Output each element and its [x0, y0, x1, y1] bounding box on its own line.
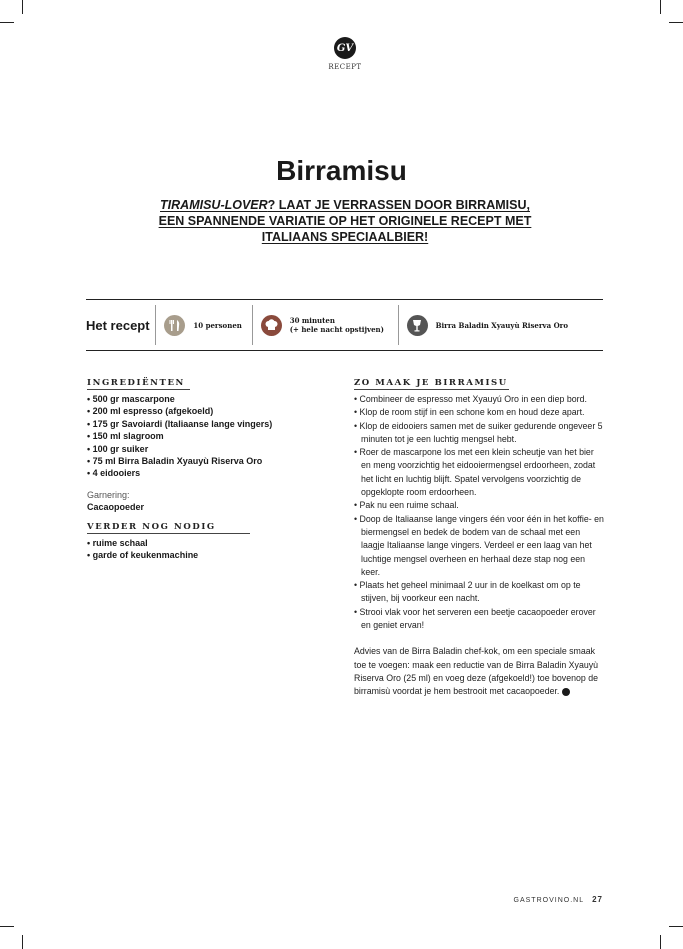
subtitle-line2: EEN SPANNENDE VARIATIE OP HET ORIGINELE RECEPT MET — [158, 214, 532, 228]
list-item: • garde of keukenmachine — [87, 549, 317, 561]
page-number: 27 — [592, 895, 603, 904]
extra-list — [87, 537, 317, 562]
persons-cell — [155, 305, 251, 345]
list-item: • Strooi vlak voor het serveren een beetje cacaopoeder erover en geniet ervan! — [354, 606, 604, 633]
crop-mark — [0, 22, 14, 23]
list-item: • Plaats het geheel minimaal 2 uur in de koelkast om op te stijven, bij voorkeur een nacht. — [354, 579, 604, 606]
glass-icon — [407, 315, 428, 336]
time-cell — [252, 305, 398, 345]
beer-cell — [398, 305, 603, 345]
garnish-label: Garnering: — [87, 489, 130, 500]
list-item: • 75 ml Birra Baladin Xyauyù Riserva Oro — [87, 455, 317, 467]
crop-mark — [22, 0, 23, 14]
crop-mark — [0, 926, 14, 927]
list-item: • 200 ml espresso (afgekoeld) — [87, 405, 317, 417]
ingredients-column — [87, 378, 317, 562]
subtitle-line3: ITALIAANS SPECIAALBIER! — [261, 230, 429, 244]
crop-mark — [669, 926, 683, 927]
crop-mark — [660, 935, 661, 949]
chef-advice-text: Advies van de Birra Baladin chef-kok, om een speciale smaak toe te voegen: maak een reductie van de Birra Baladin Xyauyù Riserva Oro (25 ml) en voeg deze (afgekoeld!) toe bovenop de birramisù voordat je hem bestrooit met cacaopoeder. — [354, 646, 599, 697]
end-mark-icon — [562, 688, 570, 696]
list-item: • Combineer de espresso met Xyauyú Oro in een diep bord. — [354, 393, 604, 406]
beer-text: Birra Baladin Xyauyù Riserva Oro — [435, 320, 569, 330]
list-item: • ruime schaal — [87, 537, 317, 549]
gastrovino-logo: GV — [334, 37, 356, 59]
time-text — [290, 316, 384, 334]
chef-advice — [354, 645, 604, 698]
time-line2: (+ hele nacht opstijven) — [289, 325, 384, 334]
list-item: • Doop de Italiaanse lange vingers één voor één in het koffie- en biermengsel en bedek de bodem van de schaal met een laagje Italiaanse lange vingers. Verdeel er een laag van het luchtige mengsel overheen en herhaal deze stap nog een keer. — [354, 513, 604, 579]
ingredients-list — [87, 393, 317, 480]
page-footer — [514, 895, 603, 904]
method-column — [354, 378, 604, 699]
list-item: • Pak nu een ruime schaal. — [354, 499, 604, 512]
footer-site: GASTROVINO.NL — [513, 897, 585, 904]
crop-mark — [22, 935, 23, 949]
list-item: • Klop de eidooiers samen met de suiker gedurende ongeveer 5 minuten tot je een luchtig mengsel hebt. — [354, 420, 604, 447]
list-item: • Roer de mascarpone los met een klein scheutje van het bier en meng voorzichtig het eidooiermengsel erdoorheen, zodat het licht en luchtig blijft. Spatel vervolgens voorzichtig de opgeklopte room erdoorheen. — [354, 446, 604, 499]
subtitle-emphasis: TIRAMISU-LOVER — [160, 198, 268, 212]
list-item: • 500 gr mascarpone — [87, 393, 317, 405]
chef-hat-icon — [261, 315, 282, 336]
crop-mark — [669, 22, 683, 23]
ingredients-heading: INGREDIËNTEN — [87, 378, 190, 390]
list-item: • Klop de room stijf in een schone kom en houd deze apart. — [354, 406, 604, 419]
subtitle-line1: ? LAAT JE VERRASSEN DOOR BIRRAMISU, — [267, 198, 530, 212]
subtitle — [140, 197, 550, 245]
section-label: RECEPT — [328, 63, 362, 71]
list-item: • 100 gr suiker — [87, 443, 317, 455]
method-steps — [354, 393, 604, 632]
list-item: • 175 gr Savoiardi (Italiaanse lange vingers) — [87, 418, 317, 430]
recipe-bar — [86, 299, 603, 351]
extra-heading: VERDER NOG NODIG — [87, 522, 250, 534]
persons-text: 10 personen — [193, 320, 242, 330]
list-item: • 4 eidooiers — [87, 467, 317, 479]
list-item: • 150 ml slagroom — [87, 430, 317, 442]
page-title: Birramisu — [276, 155, 407, 186]
garnish-value: Cacaopoeder — [87, 501, 145, 512]
crop-mark — [660, 0, 661, 14]
time-line1: 30 minuten — [289, 316, 335, 325]
recipe-bar-label: Het recept — [86, 317, 150, 333]
cutlery-icon — [164, 315, 185, 336]
method-heading: ZO MAAK JE BIRRAMISU — [354, 378, 508, 388]
